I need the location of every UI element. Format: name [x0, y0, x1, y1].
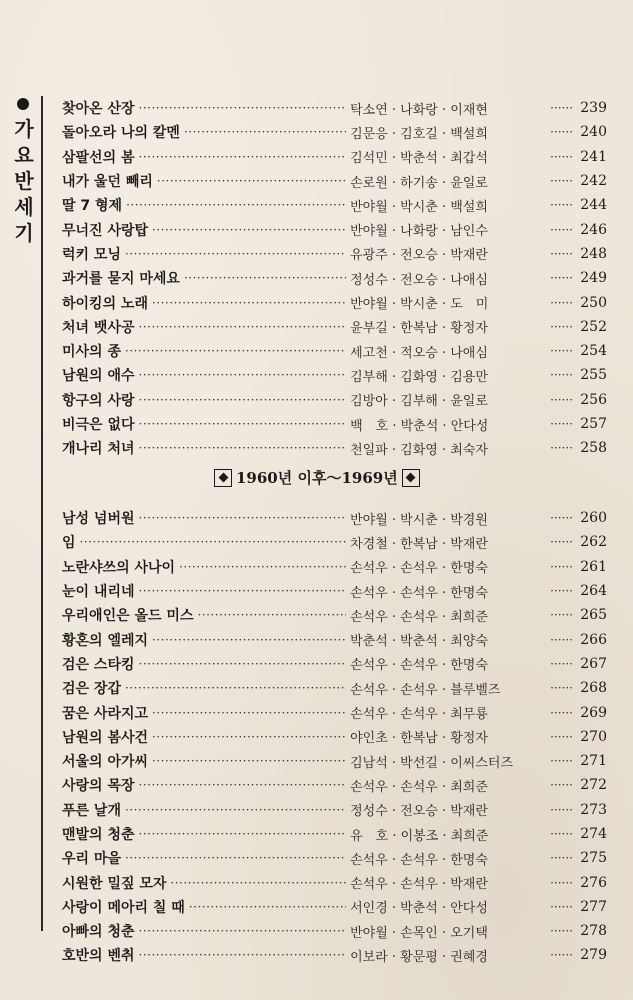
song-title: 맨발의 청춘: [62, 827, 135, 843]
song-title: 남원의 봄사건: [62, 729, 149, 746]
page-number: 264: [580, 583, 607, 600]
page-leader-dots: ······: [550, 222, 573, 237]
list-item: [62, 700, 607, 724]
song-credits: 유 호 · 이봉조 · 최희준: [350, 828, 489, 844]
page-leader-dots: ······: [550, 101, 573, 116]
song-credits: 손석우 · 손석우 · 한명숙: [350, 852, 488, 868]
page-leader-dots: ······: [550, 584, 573, 599]
side-label-char: 세: [14, 195, 34, 219]
song-title: 검은 스타킹: [62, 656, 135, 673]
page-number: 261: [580, 558, 607, 575]
list-item: [62, 339, 607, 363]
list-item: [62, 919, 607, 943]
song-credits: 윤부길 · 한복남 · 황정자: [350, 321, 488, 337]
page-number: 260: [580, 510, 607, 527]
leader-dots: [80, 535, 347, 549]
song-title: 삼팔선의 봄: [62, 149, 135, 166]
song-credits: 정성수 · 전오승 · 박재란: [350, 804, 488, 820]
list-item: [62, 627, 607, 651]
page-leader-dots: ······: [550, 948, 573, 963]
song-credits: 세고천 · 적오승 · 나애심: [350, 345, 488, 361]
page-number: 273: [580, 801, 607, 818]
page-leader-dots: ······: [550, 149, 573, 164]
song-title: 서울의 아가씨: [62, 754, 149, 771]
page-leader-dots: ······: [550, 559, 573, 574]
list-item: [62, 822, 607, 846]
song-title: 내가 울던 빼리: [62, 174, 153, 191]
song-credits: 김문응 · 김호길 · 백설희: [350, 126, 488, 142]
page-number: 266: [580, 631, 607, 648]
song-title: 무너진 사랑탑: [62, 222, 149, 239]
leader-dots: [139, 441, 347, 455]
diamond-icon: [402, 469, 420, 487]
leader-dots: [152, 706, 346, 720]
page-number: 269: [580, 704, 607, 721]
bullet-dot-icon: [17, 98, 29, 110]
leader-dots: [157, 174, 346, 188]
leader-dots: [125, 851, 346, 865]
leader-dots: [139, 827, 347, 841]
song-title: 찾아온 산장: [62, 101, 135, 118]
song-credits: 손석우 · 손석우 · 블루벨즈: [350, 682, 501, 698]
song-title: 푸른 날개: [62, 802, 121, 819]
side-label-char: 반: [14, 169, 34, 193]
list-item: [62, 749, 607, 773]
page-leader-dots: ······: [550, 875, 573, 890]
list-item: [62, 193, 607, 217]
list-item: [62, 895, 607, 919]
song-credits: 반야월 · 박시춘 · 백설희: [350, 199, 488, 215]
leader-dots: [139, 584, 347, 598]
song-credits: 박춘석 · 박춘석 · 최양숙: [350, 634, 488, 650]
leader-dots: [179, 560, 346, 574]
list-item: [62, 412, 607, 436]
song-title: 하이킹의 노래: [62, 295, 149, 312]
page-leader-dots: ······: [550, 295, 573, 310]
leader-dots: [139, 778, 347, 792]
song-title: 우리애인은 올드 미스: [62, 608, 194, 625]
leader-dots: [125, 247, 346, 261]
leader-dots: [139, 417, 347, 431]
song-credits: 이보라 · 황문평 · 권혜경: [350, 949, 488, 965]
page-leader-dots: ······: [550, 924, 573, 939]
list-item: [62, 773, 607, 797]
leader-dots: [139, 393, 347, 407]
page-number: 256: [580, 391, 607, 408]
song-title: 사랑이 메아리 칠 때: [62, 899, 185, 916]
page-number: 271: [580, 753, 607, 770]
leader-dots: [152, 730, 346, 744]
song-title: 딸 7 형제: [62, 198, 123, 215]
leader-dots: [139, 511, 347, 525]
song-credits: 손석우 · 손석우 · 한명숙: [350, 561, 488, 577]
section-heading: [210, 467, 450, 488]
side-label-char: 요: [14, 143, 34, 167]
leader-dots: [152, 633, 346, 647]
page-leader-dots: ······: [550, 681, 573, 696]
page-leader-dots: ······: [550, 198, 573, 213]
song-title: 비극은 없다: [62, 417, 135, 433]
page-number: 277: [580, 898, 607, 915]
list-item: [62, 169, 607, 193]
leader-dots: [170, 876, 346, 890]
list-item: [62, 555, 607, 579]
page-leader-dots: ······: [550, 608, 573, 623]
song-title: 황혼의 엘레지: [62, 632, 149, 649]
list-item: [62, 506, 607, 530]
page-leader-dots: ······: [550, 511, 573, 526]
song-credits: 손석우 · 손석우 · 최희준: [350, 609, 488, 625]
song-title: 돌아오라 나의 칼멘: [62, 125, 180, 142]
song-title: 노란샤쓰의 사나이: [62, 559, 176, 576]
page-leader-dots: ······: [550, 656, 573, 671]
vertical-rule: [41, 96, 43, 931]
page-leader-dots: ······: [550, 754, 573, 769]
song-credits: 정성수 · 전오승 · 나애심: [350, 272, 488, 288]
leader-dots: [126, 198, 346, 212]
song-list-section-2: [62, 506, 607, 968]
list-item: [62, 363, 607, 387]
list-item: [62, 315, 607, 339]
list-item: [62, 676, 607, 700]
list-item: [62, 725, 607, 749]
leader-dots: [197, 608, 346, 622]
diamond-icon: [214, 469, 232, 487]
page-leader-dots: ······: [550, 319, 573, 334]
list-item: [62, 436, 607, 460]
leader-dots: [152, 296, 346, 310]
side-label: [8, 98, 40, 246]
song-title: 사랑의 목장: [62, 778, 135, 795]
list-item: [62, 579, 607, 603]
page-number: 278: [580, 923, 607, 940]
song-credits: 탁소연 · 나화랑 · 이재현: [350, 102, 488, 118]
page-number: 276: [580, 874, 607, 891]
leader-dots: [139, 101, 347, 115]
leader-dots: [184, 271, 346, 285]
song-credits: 김부해 · 김화영 · 김용만: [350, 369, 488, 385]
song-title: 눈이 내리네: [62, 584, 135, 601]
list-item: [62, 530, 607, 554]
page-leader-dots: ······: [550, 729, 573, 744]
page-leader-dots: ······: [550, 392, 573, 407]
list-item: [62, 120, 607, 144]
side-label-text: [8, 116, 40, 246]
page-number: 240: [580, 124, 607, 141]
leader-dots: [184, 125, 346, 139]
list-item: [62, 290, 607, 314]
list-item: [62, 145, 607, 169]
list-item: [62, 846, 607, 870]
leader-dots: [139, 320, 347, 334]
page-leader-dots: ······: [550, 802, 573, 817]
song-title: 럭키 모닝: [62, 246, 121, 263]
song-credits: 반야월 · 손목인 · 오기택: [350, 925, 488, 941]
page-number: 279: [580, 947, 607, 964]
page-leader-dots: ······: [550, 125, 573, 140]
leader-dots: [152, 754, 346, 768]
page-number: 275: [580, 850, 607, 867]
page-leader-dots: ······: [550, 441, 573, 456]
page-leader-dots: ······: [550, 344, 573, 359]
song-title: 아빠의 청춘: [62, 924, 135, 941]
list-item: [62, 870, 607, 894]
song-credits: 김석민 · 박춘석 · 최갑석: [350, 151, 488, 167]
leader-dots: [139, 948, 347, 962]
song-credits: 백 호 · 박춘석 · 안다성: [350, 418, 489, 434]
list-item: [62, 652, 607, 676]
page-number: 272: [580, 777, 607, 794]
page-number: 255: [580, 367, 607, 384]
page-number: 242: [580, 173, 607, 190]
page-number: 248: [580, 245, 607, 262]
leader-dots: [139, 150, 347, 164]
page-leader-dots: ······: [550, 535, 573, 550]
page-number: 257: [580, 416, 607, 432]
page-leader-dots: ······: [550, 174, 573, 189]
page-number: 258: [580, 440, 607, 457]
page-leader-dots: ······: [550, 827, 573, 841]
list-item: [62, 943, 607, 967]
page-number: 249: [580, 270, 607, 287]
list-item: [62, 388, 607, 412]
song-credits: 손석우 · 손석우 · 한명숙: [350, 585, 488, 601]
leader-dots: [189, 900, 346, 914]
list-item: [62, 266, 607, 290]
leader-dots: [125, 344, 346, 358]
page-number: 267: [580, 655, 607, 672]
leader-dots: [152, 223, 346, 237]
section-heading-text: 1960년 이후～1969년: [236, 469, 398, 487]
page-leader-dots: ······: [550, 851, 573, 866]
leader-dots: [125, 803, 346, 817]
page-number: 274: [580, 826, 607, 842]
page-number: 265: [580, 607, 607, 624]
page-leader-dots: ······: [550, 368, 573, 383]
song-credits: 손석우 · 손석우 · 한명숙: [350, 658, 488, 674]
song-credits: 손석우 · 손석우 · 최희준: [350, 779, 488, 795]
page-leader-dots: ······: [550, 705, 573, 720]
song-credits: 유광주 · 전오승 · 박재란: [350, 248, 488, 264]
page-number: 241: [580, 148, 607, 165]
song-title: 미사의 종: [62, 344, 121, 361]
song-credits: 천일파 · 김화영 · 최숙자: [350, 442, 488, 458]
page-number: 239: [580, 100, 607, 117]
song-title: 시원한 밀짚 모자: [62, 875, 167, 892]
leader-dots: [139, 368, 347, 382]
page-number: 250: [580, 294, 607, 311]
page-leader-dots: ······: [550, 271, 573, 286]
page-leader-dots: ······: [550, 417, 573, 431]
song-credits: 야인초 · 한복남 · 황정자: [350, 731, 488, 747]
side-label-char: 기: [14, 221, 34, 245]
song-credits: 김남석 · 박선길 · 이씨스터즈: [350, 755, 514, 771]
song-credits: 김방아 · 김부해 · 윤일로: [350, 394, 488, 410]
song-title: 임: [62, 535, 76, 552]
song-title: 꿈은 사라지고: [62, 705, 149, 722]
page-leader-dots: ······: [550, 632, 573, 647]
song-title: 항구의 사랑: [62, 392, 135, 409]
page-number: 254: [580, 343, 607, 360]
song-title: 처녀 뱃사공: [62, 319, 135, 336]
page-number: 268: [580, 680, 607, 697]
page-number: 244: [580, 197, 607, 214]
song-title: 과거를 묻지 마세요: [62, 271, 180, 288]
song-title: 남성 넘버원: [62, 511, 135, 528]
song-credits: 반야월 · 박시춘 · 박경원: [350, 512, 488, 528]
page-number: 270: [580, 728, 607, 745]
list-item: [62, 603, 607, 627]
song-title: 남원의 애수: [62, 368, 135, 385]
song-credits: 손석우 · 손석우 · 박재란: [350, 877, 488, 893]
song-title: 호반의 벤취: [62, 948, 135, 965]
song-credits: 서인경 · 박춘석 · 안다성: [350, 901, 488, 917]
song-credits: 차경철 · 한복남 · 박재란: [350, 536, 488, 552]
list-item: [62, 798, 607, 822]
page-number: 246: [580, 221, 607, 238]
page-leader-dots: ······: [550, 246, 573, 261]
song-credits: 반야월 · 나화랑 · 남인수: [350, 224, 488, 240]
song-credits: 손로원 · 하기송 · 윤일로: [350, 175, 488, 191]
side-label-char: 가: [14, 117, 34, 141]
page-number: 262: [580, 534, 607, 551]
song-credits: 반야월 · 박시춘 · 도 미: [350, 297, 489, 313]
list-item: [62, 242, 607, 266]
page-leader-dots: ······: [550, 899, 573, 914]
list-item: [62, 217, 607, 241]
song-title: 검은 장갑: [62, 681, 121, 698]
leader-dots: [139, 924, 347, 938]
song-title: 우리 마을: [62, 851, 121, 868]
song-list-section-1: [62, 96, 607, 460]
song-credits: 손석우 · 손석우 · 최무룡: [350, 707, 488, 723]
leader-dots: [139, 657, 347, 671]
list-item: [62, 96, 607, 120]
song-title: 개나리 처녀: [62, 441, 135, 458]
page-leader-dots: ······: [550, 778, 573, 793]
page-number: 252: [580, 318, 607, 335]
leader-dots: [125, 681, 346, 695]
